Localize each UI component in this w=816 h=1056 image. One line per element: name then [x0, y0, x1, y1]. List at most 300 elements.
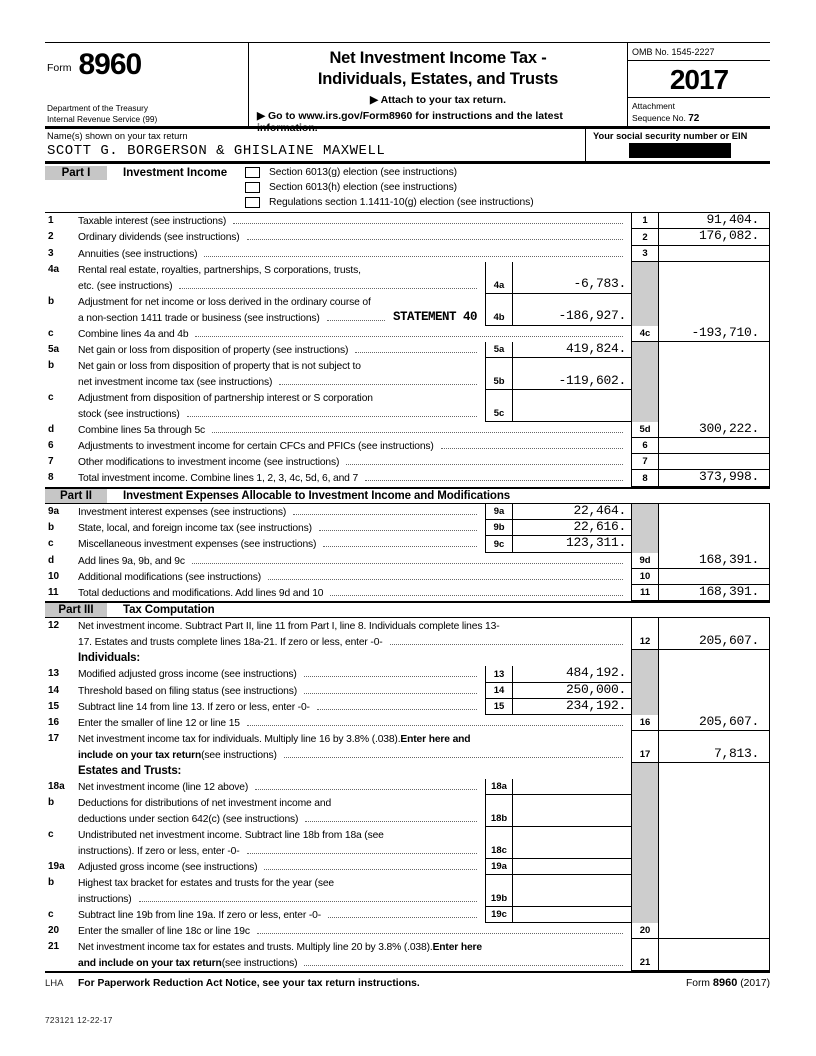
- ssn-label: Your social security number or EIN: [593, 131, 748, 141]
- form-line-19b: [45, 875, 770, 907]
- description-text: and include on your tax return: [78, 958, 222, 970]
- description-text: a non-section 1411 trade or business (see instructions): [78, 312, 320, 324]
- entry-amount: 484,192.: [565, 665, 626, 681]
- description-line: [78, 438, 631, 454]
- description-line: [78, 683, 485, 699]
- shaded-cell: [631, 342, 659, 358]
- entry-box-mid: [485, 342, 631, 358]
- description-line: [78, 246, 631, 262]
- description-text: instructions): [78, 894, 132, 906]
- dotted-leader: [247, 725, 623, 726]
- omb-block: [628, 43, 770, 126]
- line-number: 7: [48, 456, 54, 468]
- entry-box-number: 5a: [485, 342, 513, 357]
- description-line: [78, 811, 485, 827]
- form-header: [45, 42, 770, 135]
- sequence-number: 72: [688, 113, 700, 125]
- sequence-number-line: Sequence No. 72: [632, 113, 700, 125]
- description-line: [78, 715, 631, 731]
- description-line: [78, 390, 485, 406]
- line-number: 13: [48, 668, 60, 680]
- line-number: 12: [48, 620, 60, 632]
- line-description: [78, 859, 485, 875]
- line-description: [78, 262, 485, 294]
- empty-amount-cell: [659, 358, 770, 390]
- election-6013g-checkbox[interactable]: [245, 167, 260, 178]
- dotted-leader: [264, 869, 477, 870]
- line-number: c: [48, 327, 54, 339]
- shaded-cell: [631, 504, 659, 520]
- election-6013g-label: Section 6013(g) election (see instructions): [269, 167, 458, 178]
- description-line: [78, 875, 485, 891]
- line-description: [78, 213, 631, 229]
- description-text: (see instructions): [221, 958, 298, 970]
- line-description: [78, 731, 631, 763]
- dotted-leader: [327, 320, 385, 321]
- dotted-leader: [323, 546, 477, 547]
- form-line-2: [45, 229, 770, 245]
- empty-amount-cell: [659, 294, 770, 326]
- entry-box-number: 18b: [485, 795, 513, 826]
- form-title-block: [249, 43, 628, 135]
- form-line-5b: [45, 358, 770, 390]
- dotted-leader: [247, 853, 477, 854]
- entry-box-number: 2: [631, 229, 659, 245]
- entry-amount: 91,404.: [659, 213, 770, 229]
- entry-box-number: 18a: [485, 779, 513, 794]
- empty-amount-cell: [659, 262, 770, 294]
- dotted-leader: [179, 288, 477, 289]
- form-line-4a: [45, 262, 770, 294]
- shaded-cell: [631, 827, 659, 859]
- entry-box-number: 5b: [485, 358, 513, 389]
- description-text: State, local, and foreign income tax (see instructions): [78, 523, 312, 535]
- form-line-18a: [45, 779, 770, 795]
- description-text: Miscellaneous investment expenses (see instructions): [78, 539, 317, 551]
- line-number: 10: [48, 570, 60, 582]
- dotted-leader: [204, 256, 623, 257]
- entry-box-mid: [485, 779, 631, 795]
- line-number: 6: [48, 440, 54, 452]
- empty-amount-cell: [659, 650, 770, 666]
- line-number: 5a: [48, 343, 60, 355]
- line-description: [78, 536, 485, 552]
- entry-amount: [513, 779, 631, 794]
- line-description: [78, 907, 485, 923]
- entry-box-mid: [485, 262, 631, 294]
- entry-amount: 205,607.: [659, 618, 770, 650]
- irs-line: Internal Revenue Service (99): [47, 113, 158, 124]
- line-description: [78, 779, 485, 795]
- description-text: Subtract line 14 from line 13. If zero or less, enter -0-: [78, 701, 310, 713]
- description-line: [78, 827, 485, 843]
- dotted-leader: [328, 917, 477, 918]
- shaded-cell: [631, 294, 659, 326]
- form-line-19c: [45, 907, 770, 923]
- form-line-4c: [45, 326, 770, 342]
- description-line: [78, 229, 631, 245]
- line-number: d: [48, 424, 55, 436]
- plate-code: 723121 12-22-17: [45, 1015, 113, 1026]
- line-number: 18a: [48, 781, 65, 793]
- line-description: [78, 246, 631, 262]
- entry-box-mid: [485, 536, 631, 552]
- goto-instruction: ▶ Go to www.irs.gov/Form8960 for instructions and the latest information.: [257, 110, 563, 135]
- empty-amount-cell: [659, 699, 770, 715]
- dept-treasury: Department of the Treasury: [47, 103, 148, 114]
- description-line: [78, 326, 631, 342]
- description-line: [78, 454, 631, 470]
- description-text: Adjustment from disposition of partnership interest or S corporation: [78, 393, 373, 405]
- description-text: Total investment income. Combine lines 1, 2, 3, 4c, 5d, 6, and 7: [78, 473, 359, 485]
- subheading-row: [45, 650, 770, 666]
- entry-box-mid: [485, 683, 631, 699]
- description-line: [78, 504, 485, 520]
- dotted-leader: [319, 530, 477, 531]
- description-text: Annuities (see instructions): [78, 248, 198, 260]
- form-line-15: [45, 699, 770, 715]
- entry-amount: 250,000.: [565, 681, 626, 697]
- description-line: [78, 262, 485, 278]
- entry-amount: [513, 827, 631, 858]
- shaded-cell: [631, 262, 659, 294]
- subheading-row: [45, 763, 770, 779]
- entry-box-number: 10: [631, 569, 659, 585]
- description-text: Taxable interest (see instructions): [78, 216, 227, 227]
- form-line-5c: [45, 390, 770, 422]
- entry-amount: [659, 246, 770, 262]
- attach-instruction: ▶ Attach to your tax return.: [369, 94, 507, 107]
- line-description: [78, 294, 485, 326]
- dotted-leader: [139, 901, 477, 902]
- empty-amount-cell: [659, 779, 770, 795]
- line-description: [78, 715, 631, 731]
- description-text: Net investment income tax for estates and trusts. Multiply line 20 by 3.8% (.038).: [78, 942, 433, 954]
- empty-amount-cell: [659, 763, 770, 779]
- form-line-8: [45, 470, 770, 486]
- empty-amount-cell: [659, 342, 770, 358]
- description-line: [78, 923, 631, 939]
- line-description: [78, 795, 485, 827]
- dotted-leader: [212, 432, 623, 433]
- description-text: Subtract line 19b from line 19a. If zero or less, enter -0-: [78, 910, 321, 922]
- entry-box-number: 18c: [485, 827, 513, 858]
- line-number: 20: [48, 925, 60, 937]
- entry-box-number: 5c: [485, 390, 513, 421]
- empty-amount-cell: [659, 827, 770, 859]
- shaded-cell: [631, 875, 659, 907]
- form-line-6: [45, 438, 770, 454]
- entry-box-number: 20: [631, 923, 659, 939]
- entry-box-number: 4c: [631, 326, 659, 342]
- shaded-cell: [631, 907, 659, 923]
- dotted-leader: [255, 789, 477, 790]
- election-1411-label: Regulations section 1.1411-10(g) election (see instructions): [269, 197, 534, 208]
- entry-box-mid: [485, 699, 631, 715]
- part-title: Investment Expenses Allocable to Investment Income and Modifications: [123, 489, 511, 502]
- line-number: d: [48, 554, 55, 566]
- description-text: Ordinary dividends (see instructions): [78, 232, 240, 244]
- form-line-1: [45, 213, 770, 229]
- entry-box-mid: [485, 875, 631, 907]
- entry-box-mid: [485, 666, 631, 682]
- entry-amount: 22,464.: [573, 502, 626, 518]
- lha-mark: LHA: [45, 978, 64, 990]
- description-line: [78, 310, 485, 326]
- form-body: [45, 213, 770, 973]
- entry-amount: [513, 390, 631, 421]
- line-number: b: [48, 797, 55, 809]
- part1-title: Investment Income: [123, 166, 228, 179]
- description-text: Net gain or loss from disposition of property (see instructions): [78, 344, 349, 356]
- entry-box-number: 19b: [485, 875, 513, 906]
- description-line: [78, 422, 631, 438]
- entry-amount: 300,222.: [659, 422, 770, 438]
- entry-box-mid: [485, 504, 631, 520]
- entry-amount: [513, 795, 631, 826]
- part1-label: Part I: [45, 166, 107, 180]
- dotted-leader: [330, 595, 623, 596]
- shaded-cell: [631, 763, 659, 779]
- dotted-leader: [355, 352, 477, 353]
- entry-amount: 123,311.: [565, 535, 626, 551]
- entry-box-number: 9d: [631, 553, 659, 569]
- shaded-cell: [631, 859, 659, 875]
- line-description: [78, 422, 631, 438]
- description-line: [78, 569, 631, 585]
- line-description: [78, 454, 631, 470]
- description-line: [78, 907, 485, 923]
- form-line-10: [45, 569, 770, 585]
- description-text: Adjustments to investment income for certain CFCs and PFICs (see instructions): [78, 441, 434, 453]
- description-text: include on your tax return: [78, 750, 202, 762]
- description-text: Enter the smaller of line 18c or line 19c: [78, 926, 250, 938]
- entry-amount: 373,998.: [659, 470, 770, 486]
- empty-amount-cell: [659, 504, 770, 520]
- empty-amount-cell: [659, 907, 770, 923]
- empty-amount-cell: [659, 520, 770, 536]
- dotted-leader: [304, 676, 477, 677]
- line-description: [78, 683, 485, 699]
- empty-amount-cell: [659, 795, 770, 827]
- description-line: [78, 278, 485, 294]
- line-description: [78, 923, 631, 939]
- shaded-cell: [631, 536, 659, 552]
- description-text: Adjustment for net income or loss derived in the ordinary course of: [78, 296, 371, 308]
- entry-box-number: 4a: [485, 262, 513, 293]
- form-line-18b: [45, 795, 770, 827]
- line-number: 17: [48, 733, 60, 745]
- dotted-leader: [247, 239, 623, 240]
- description-line: [78, 358, 485, 374]
- entry-box-number: 11: [631, 585, 659, 601]
- entry-box-number: 7: [631, 454, 659, 470]
- shaded-cell: [631, 666, 659, 682]
- description-text: Combine lines 4a and 4b: [78, 328, 189, 340]
- description-text: Net gain or loss from disposition of property that is not subject to: [78, 361, 361, 373]
- description-line: [78, 779, 485, 795]
- description-text: Add lines 9a, 9b, and 9c: [78, 555, 185, 567]
- entry-box-mid: [485, 795, 631, 827]
- entry-box-number: 12: [631, 618, 659, 650]
- line-number: c: [48, 909, 54, 921]
- empty-amount-cell: [659, 683, 770, 699]
- entry-box-number: 1: [631, 213, 659, 229]
- entry-box-mid: [485, 907, 631, 923]
- dotted-leader: [305, 821, 477, 822]
- description-line: [78, 520, 485, 536]
- dotted-leader: [192, 563, 623, 564]
- form-line-5a: [45, 342, 770, 358]
- dotted-leader: [365, 480, 623, 481]
- line-description: [78, 229, 631, 245]
- description-text: deductions under section 642(c) (see instructions): [78, 814, 299, 826]
- tax-year: 2017: [628, 61, 770, 98]
- line-number: 4a: [48, 263, 60, 275]
- entry-amount: [513, 859, 631, 874]
- election-6013h-checkbox[interactable]: [245, 182, 260, 193]
- line-number: 15: [48, 700, 60, 712]
- description-line: [78, 342, 485, 358]
- description-text: Other modifications to investment income (see instructions): [78, 457, 340, 469]
- entry-amount: -119,602.: [558, 372, 626, 388]
- entry-amount: 7,813.: [659, 731, 770, 763]
- line-description: [78, 438, 631, 454]
- shaded-cell: [631, 650, 659, 666]
- entry-box-number: 17: [631, 731, 659, 763]
- shaded-cell: [631, 358, 659, 390]
- description-text: Enter here: [432, 942, 482, 954]
- entry-amount: 234,192.: [565, 697, 626, 713]
- line-description: [78, 699, 485, 715]
- form-line-9a: [45, 504, 770, 520]
- description-line: [78, 618, 631, 634]
- line-number: c: [48, 829, 54, 841]
- subheading-text: Individuals:: [78, 652, 141, 665]
- statement-reference: STATEMENT 40: [392, 309, 477, 324]
- entry-amount: 419,824.: [565, 340, 626, 356]
- form-title-line2: Individuals, Estates, and Trusts: [317, 69, 559, 88]
- entry-box-number: 5d: [631, 422, 659, 438]
- entry-amount: [659, 569, 770, 585]
- form-title-line1: Net Investment Income Tax -: [329, 49, 547, 67]
- entry-amount: [659, 454, 770, 470]
- line-description: [78, 358, 485, 390]
- line-number: 21: [48, 941, 60, 953]
- description-text: Net investment income. Subtract Part II, line 11 from Part I, line 8. Individuals complete lines 13-: [78, 621, 500, 633]
- shaded-cell: [631, 683, 659, 699]
- dotted-leader: [304, 965, 623, 966]
- description-text: (see instructions): [201, 750, 277, 762]
- line-number: 11: [48, 586, 59, 598]
- line-number: 3: [48, 247, 54, 259]
- description-text: Investment interest expenses (see instructions): [78, 506, 287, 518]
- description-text: Total deductions and modifications. Add lines 9d and 10: [78, 587, 324, 599]
- line-description: [78, 520, 485, 536]
- line-description: [78, 390, 485, 422]
- entry-box-mid: [485, 520, 631, 536]
- description-line: [78, 795, 485, 811]
- shaded-cell: [631, 699, 659, 715]
- line-description: [78, 585, 631, 601]
- form-number: 8960: [78, 48, 142, 81]
- dotted-leader: [293, 514, 477, 515]
- line-description: [78, 875, 485, 907]
- omb-number: OMB No. 1545-2227: [628, 43, 770, 61]
- empty-amount-cell: [659, 859, 770, 875]
- entry-box-mid: [485, 859, 631, 875]
- description-line: [78, 213, 631, 229]
- dotted-leader: [441, 448, 623, 449]
- description-line: [78, 699, 485, 715]
- dotted-leader: [304, 693, 477, 694]
- empty-amount-cell: [659, 536, 770, 552]
- description-text: Enter the smaller of line 12 or line 15: [78, 718, 240, 730]
- shaded-cell: [631, 779, 659, 795]
- entry-box-number: 6: [631, 438, 659, 454]
- line-number: b: [48, 360, 55, 372]
- part-header-part-iii: [45, 601, 770, 618]
- line-number: c: [48, 392, 54, 404]
- part-label: Part II: [45, 489, 107, 503]
- entry-amount: [513, 875, 631, 906]
- entry-box-number: 15: [485, 699, 513, 714]
- entry-amount: 22,616.: [573, 519, 626, 535]
- dotted-leader: [317, 709, 477, 710]
- line-description: [78, 939, 631, 971]
- entry-amount: 168,391.: [659, 585, 770, 601]
- line-description: [78, 470, 631, 486]
- line-description: [78, 504, 485, 520]
- description-text: Undistributed net investment income. Subtract line 18b from 18a (see: [78, 830, 384, 842]
- line-description: [78, 553, 631, 569]
- line-number: b: [48, 295, 55, 307]
- line-number: 2: [48, 231, 54, 243]
- entry-amount: 176,082.: [659, 229, 770, 245]
- empty-amount-cell: [659, 390, 770, 422]
- entry-amount: [659, 939, 770, 971]
- line-number: 19a: [48, 861, 65, 873]
- description-line: [78, 731, 631, 747]
- description-text: Rental real estate, royalties, partnerships, S corporations, trusts,: [78, 264, 361, 276]
- description-line: [78, 470, 631, 486]
- election-1411-checkbox[interactable]: [245, 197, 260, 208]
- entry-box-number: 21: [631, 939, 659, 971]
- ssn-redacted-value: [629, 143, 731, 158]
- attachment-label: Attachment: [632, 101, 675, 111]
- entry-amount: [659, 438, 770, 454]
- dotted-leader: [346, 464, 623, 465]
- shaded-cell: [631, 795, 659, 827]
- entry-box-number: 16: [631, 715, 659, 731]
- line-number: b: [48, 877, 55, 889]
- form-line-16: [45, 715, 770, 731]
- description-text: etc. (see instructions): [78, 280, 173, 292]
- form-line-12: [45, 618, 770, 650]
- description-text: Deductions for distributions of net investment income and: [78, 798, 332, 810]
- name-label: Name(s) shown on your tax return: [47, 131, 188, 141]
- form-line-18c: [45, 827, 770, 859]
- entry-box-number: 9b: [485, 520, 513, 535]
- form-line-21: [45, 939, 770, 971]
- form-line-17: [45, 731, 770, 763]
- description-line: [78, 939, 631, 955]
- form-word: Form: [47, 61, 72, 74]
- description-text: net investment income tax (see instructions): [78, 377, 273, 389]
- line-number: 9a: [48, 505, 60, 517]
- line-description: [78, 326, 631, 342]
- entry-amount: 205,607.: [659, 715, 770, 731]
